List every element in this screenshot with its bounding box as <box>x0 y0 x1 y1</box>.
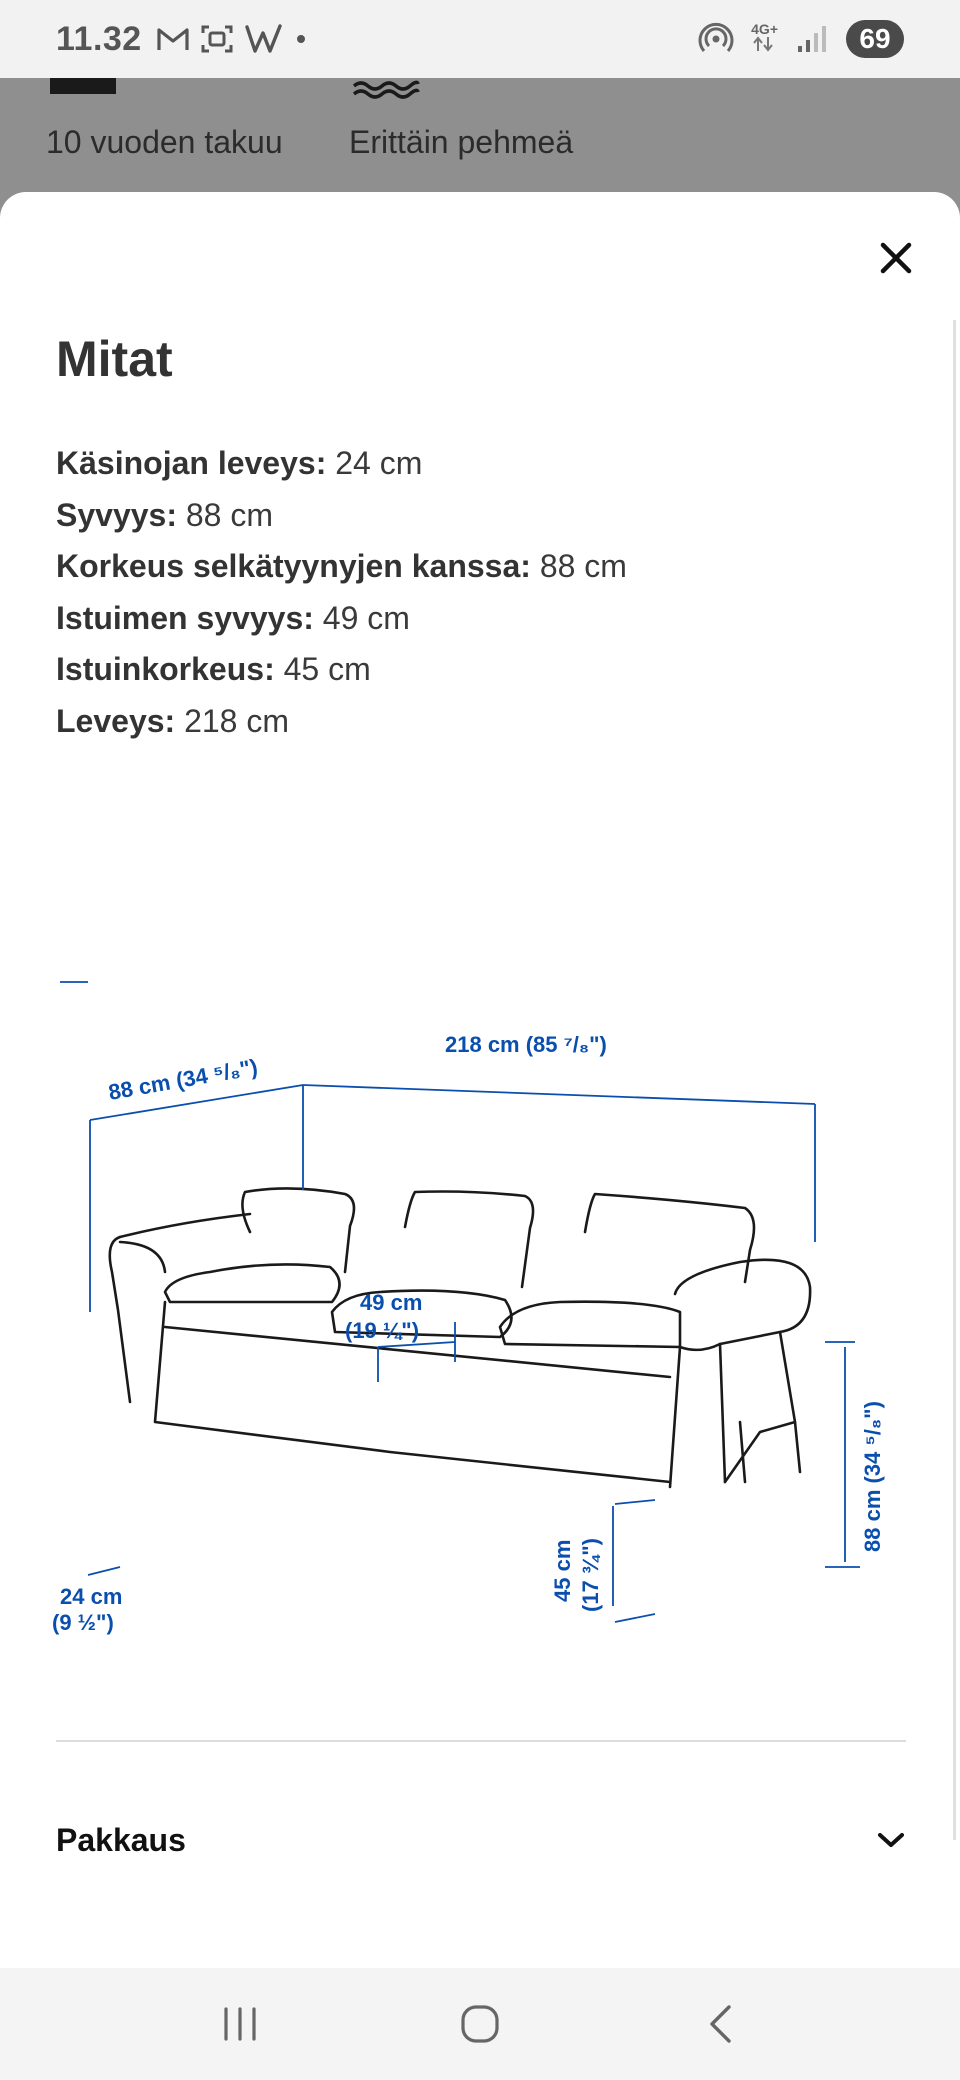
spec-label: Korkeus selkätyynyjen kanssa: <box>56 548 531 584</box>
battery-level: 69 <box>859 23 891 54</box>
spec-value: 49 cm <box>322 599 410 636</box>
status-time: 11.32 <box>56 19 142 58</box>
network-icon <box>751 22 778 57</box>
home-icon <box>459 2003 501 2045</box>
spec-label: Leveys: <box>56 702 176 739</box>
spec-value: 24 cm <box>335 445 423 481</box>
spec-item <box>56 438 627 490</box>
packaging-accordion[interactable] <box>56 1800 906 1880</box>
recent-apps-icon <box>220 2006 260 2042</box>
sofa-dimension-diagram <box>52 982 900 1662</box>
spec-value: 45 cm <box>283 651 371 687</box>
spec-item <box>56 696 627 748</box>
back-button[interactable] <box>680 1984 760 2064</box>
sheet-title: Mitat <box>56 331 173 387</box>
dimensions-sheet <box>0 192 960 1968</box>
gmail-icon <box>156 25 190 53</box>
gallery-icon <box>200 24 234 54</box>
background-page <box>0 78 960 198</box>
close-icon <box>879 241 913 275</box>
notification-dot <box>294 32 308 46</box>
battery-badge <box>846 20 904 58</box>
spec-item <box>56 490 627 542</box>
spec-item <box>56 593 627 645</box>
home-button[interactable] <box>440 1984 520 2064</box>
system-nav-bar <box>0 1968 960 2080</box>
chevron-down-icon <box>876 1830 906 1850</box>
sofa-drawing <box>110 1188 810 1487</box>
label-width: 218 cm (85 ⁷/₈") <box>445 1032 607 1057</box>
spec-item <box>56 541 627 593</box>
label-seat-height-cm: 45 cm <box>550 1539 575 1602</box>
status-left-icons <box>156 23 308 55</box>
dimension-labels <box>52 1032 885 1635</box>
spec-label: Käsinojan leveys: <box>56 445 327 481</box>
hotspot-icon <box>699 22 733 56</box>
feature-label-softness: Erittäin pehmeä <box>349 124 574 160</box>
spec-value: 218 cm <box>184 702 290 739</box>
status-bar <box>0 0 960 78</box>
label-height: 88 cm (34 ⁵/₈") <box>860 1401 885 1552</box>
label-seat-depth-in: (19 ¼") <box>345 1318 420 1343</box>
softness-icon <box>352 78 420 98</box>
spec-value: 88 cm <box>185 496 274 533</box>
scrollbar[interactable] <box>953 320 956 1840</box>
spec-list <box>56 438 627 747</box>
back-icon <box>705 2003 735 2045</box>
status-right-icons <box>699 0 904 78</box>
signal-icon <box>796 24 828 54</box>
spec-label: Istuimen syvyys: <box>56 599 314 636</box>
accordion-label: Pakkaus <box>56 1821 186 1858</box>
label-seat-height-in: (17 ¾") <box>578 1537 603 1612</box>
spec-label: Syvyys: <box>56 496 177 533</box>
divider <box>56 1740 906 1742</box>
label-armrest-cm: 24 cm <box>60 1584 123 1609</box>
label-depth: 88 cm (34 ⁵/₈") <box>106 1054 260 1105</box>
close-button[interactable] <box>866 228 926 288</box>
spec-label: Istuinkorkeus: <box>56 651 275 687</box>
data-arrows-icon <box>751 36 775 52</box>
label-armrest-in: (9 ½") <box>52 1610 114 1635</box>
spec-value: 88 cm <box>539 548 627 584</box>
warranty-icon <box>50 78 116 94</box>
spec-item <box>56 644 627 696</box>
label-seat-depth-cm: 49 cm <box>360 1290 423 1315</box>
w-app-icon <box>244 23 284 55</box>
recent-apps-button[interactable] <box>200 1984 280 2064</box>
feature-label-warranty: 10 vuoden takuu <box>46 124 283 160</box>
network-label: 4G+ <box>751 20 778 37</box>
